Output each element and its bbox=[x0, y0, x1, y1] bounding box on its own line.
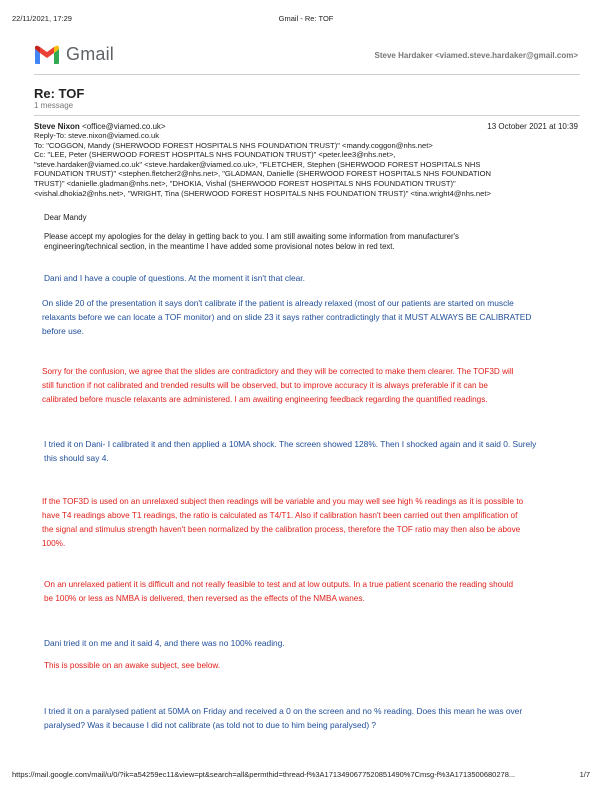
cc-line: <vishal.dhokia2@nhs.net>, "WRIGHT, Tina (SHERWOOD FOREST HOSPITALS NHS FOUNDATION TRUST)" <tina.wright4@nhs.net> bbox=[34, 188, 491, 198]
page-number: 1/7 bbox=[579, 770, 590, 779]
message-count: 1 message bbox=[34, 101, 74, 110]
question-5-line: paralysed? Was it because I did not calibrate (as told not to due to him being paralysed) ? bbox=[44, 720, 377, 730]
to-line: To: "COGGON, Mandy (SHERWOOD FOREST HOSPITALS NHS FOUNDATION TRUST)" <mandy.coggon@nhs.net> bbox=[34, 140, 433, 150]
intro-paragraph bbox=[44, 232, 564, 252]
answer-3 bbox=[44, 578, 584, 606]
question-3 bbox=[44, 437, 580, 465]
answer-2-line: the signal and stimulus strength haven't been normalized by the calibration process, therefore the TOF ratio may then also be above bbox=[42, 525, 521, 534]
answer-1-line: Sorry for the confusion, we agree that the slides are contradictory and they will be corrected to make them clearer. The TOF3D will bbox=[42, 367, 514, 376]
cc-line: "steve.hardaker@viamed.co.uk" <steve.hardaker@viamed.co.uk>, "FLETCHER, Stephen (SHERWOOD FOREST HOSPITALS NHS bbox=[34, 159, 481, 169]
question-1: Dani and I have a couple of questions. At the moment it isn't that clear. bbox=[44, 273, 305, 283]
question-5-line: I tried it on a paralysed patient at 50MA on Friday and received a 0 on the screen and no % reading. Does this mean he was over bbox=[44, 706, 523, 716]
answer-2-line: 100%. bbox=[42, 539, 66, 548]
account-identity: Steve Hardaker <viamed.steve.hardaker@gmail.com> bbox=[374, 51, 578, 60]
reply-to: Reply-To: steve.nixon@viamed.co.uk bbox=[34, 131, 160, 140]
print-tab-title: Gmail - Re: TOF bbox=[278, 14, 334, 23]
gmail-wordmark: Gmail bbox=[66, 44, 115, 64]
cc-line: TRUST)" <danielle.gladman@nhs.net>, "DHOKIA, Vishal (SHERWOOD FOREST HOSPITALS NHS FOUNDATION TRUST)" bbox=[34, 178, 456, 188]
subject-divider bbox=[34, 115, 580, 116]
gmail-logo[interactable] bbox=[34, 44, 114, 65]
intro-line: engineering/technical section, in the meantime I have added some provisional notes below in red text. bbox=[44, 242, 395, 251]
question-2-line: before use. bbox=[42, 326, 84, 336]
cc-line: Cc: "LEE, Peter (SHERWOOD FOREST HOSPITALS NHS FOUNDATION TRUST)" <peter.lee3@nhs.net>, bbox=[34, 150, 396, 160]
question-2 bbox=[42, 296, 578, 338]
answer-1 bbox=[42, 365, 582, 407]
answer-2-line: If the TOF3D is used on an unrelaxed subject then readings will be variable and you may well see high % readings as it is possible to bbox=[42, 497, 524, 506]
answer-3-line: be 100% or less as NMBA is delivered, then reversed as the effects of the NMBA wanes. bbox=[44, 594, 365, 603]
recipients-block bbox=[34, 131, 580, 198]
answer-3-line: On an unrelaxed patient it is difficult and not really feasible to test and at low outputs. In a true patient scenario the reading should bbox=[44, 580, 514, 589]
message-date: 13 October 2021 at 10:39 bbox=[487, 122, 578, 131]
answer-1-line: calibrated before muscle relaxants are administered. I am awaiting engineering feedback regarding the quantified readings. bbox=[42, 395, 488, 404]
question-4: Dani tried it on me and it said 4, and there was no 100% reading. bbox=[44, 638, 285, 648]
answer-2-line: have T4 readings above T1 readings, the ratio is calculated as T4/T1. Also if calibration hasn't been carried out then amplification of bbox=[42, 511, 518, 520]
sender bbox=[34, 122, 166, 131]
question-5 bbox=[44, 704, 580, 732]
question-2-line: relaxants before we can locate a TOF monitor) and on slide 23 it says rather contradictingly that it MUST ALWAYS BE CALIBRATED bbox=[42, 312, 532, 322]
header-divider bbox=[34, 74, 580, 75]
question-2-line: On slide 20 of the presentation it says don't calibrate if the patient is already relaxed (most of our patients are started on muscle bbox=[42, 298, 514, 308]
question-3-line: this should say 4. bbox=[44, 453, 109, 463]
question-3-line: I tried it on Dani- I calibrated it and then applied a 10MA shock. The screen showed 128%. Then I shocked again and it said 0. Surely bbox=[44, 439, 537, 449]
print-url: https://mail.google.com/mail/u/0/?ik=a54259ec11&view=pt&search=all&permthid=thread-f%3A1713490677520851490%7Cmsg-f%3A1713500680278... bbox=[12, 770, 516, 779]
sender-email: <office@viamed.co.uk> bbox=[82, 122, 166, 131]
cc-line: FOUNDATION TRUST)" <stephen.fletcher2@nhs.net>, "GLADMAN, Danielle (SHERWOOD FOREST HOSPITALS NHS FOUNDATION bbox=[34, 169, 492, 179]
answer-1-line: still function if not calibrated and trended results will be observed, but to improve accuracy it is always preferable if it can be bbox=[42, 381, 488, 390]
sender-name: Steve Nixon bbox=[34, 122, 80, 131]
answer-4: This is possible on an awake subject, see below. bbox=[44, 661, 221, 670]
thread-subject: Re: TOF bbox=[34, 86, 85, 101]
gmail-m-icon bbox=[34, 45, 60, 65]
answer-2 bbox=[42, 495, 582, 551]
greeting: Dear Mandy bbox=[44, 213, 87, 222]
print-datetime: 22/11/2021, 17:29 bbox=[12, 14, 72, 23]
intro-line: Please accept my apologies for the delay in getting back to you. I am still awaiting some information from manufacturer's bbox=[44, 232, 459, 241]
